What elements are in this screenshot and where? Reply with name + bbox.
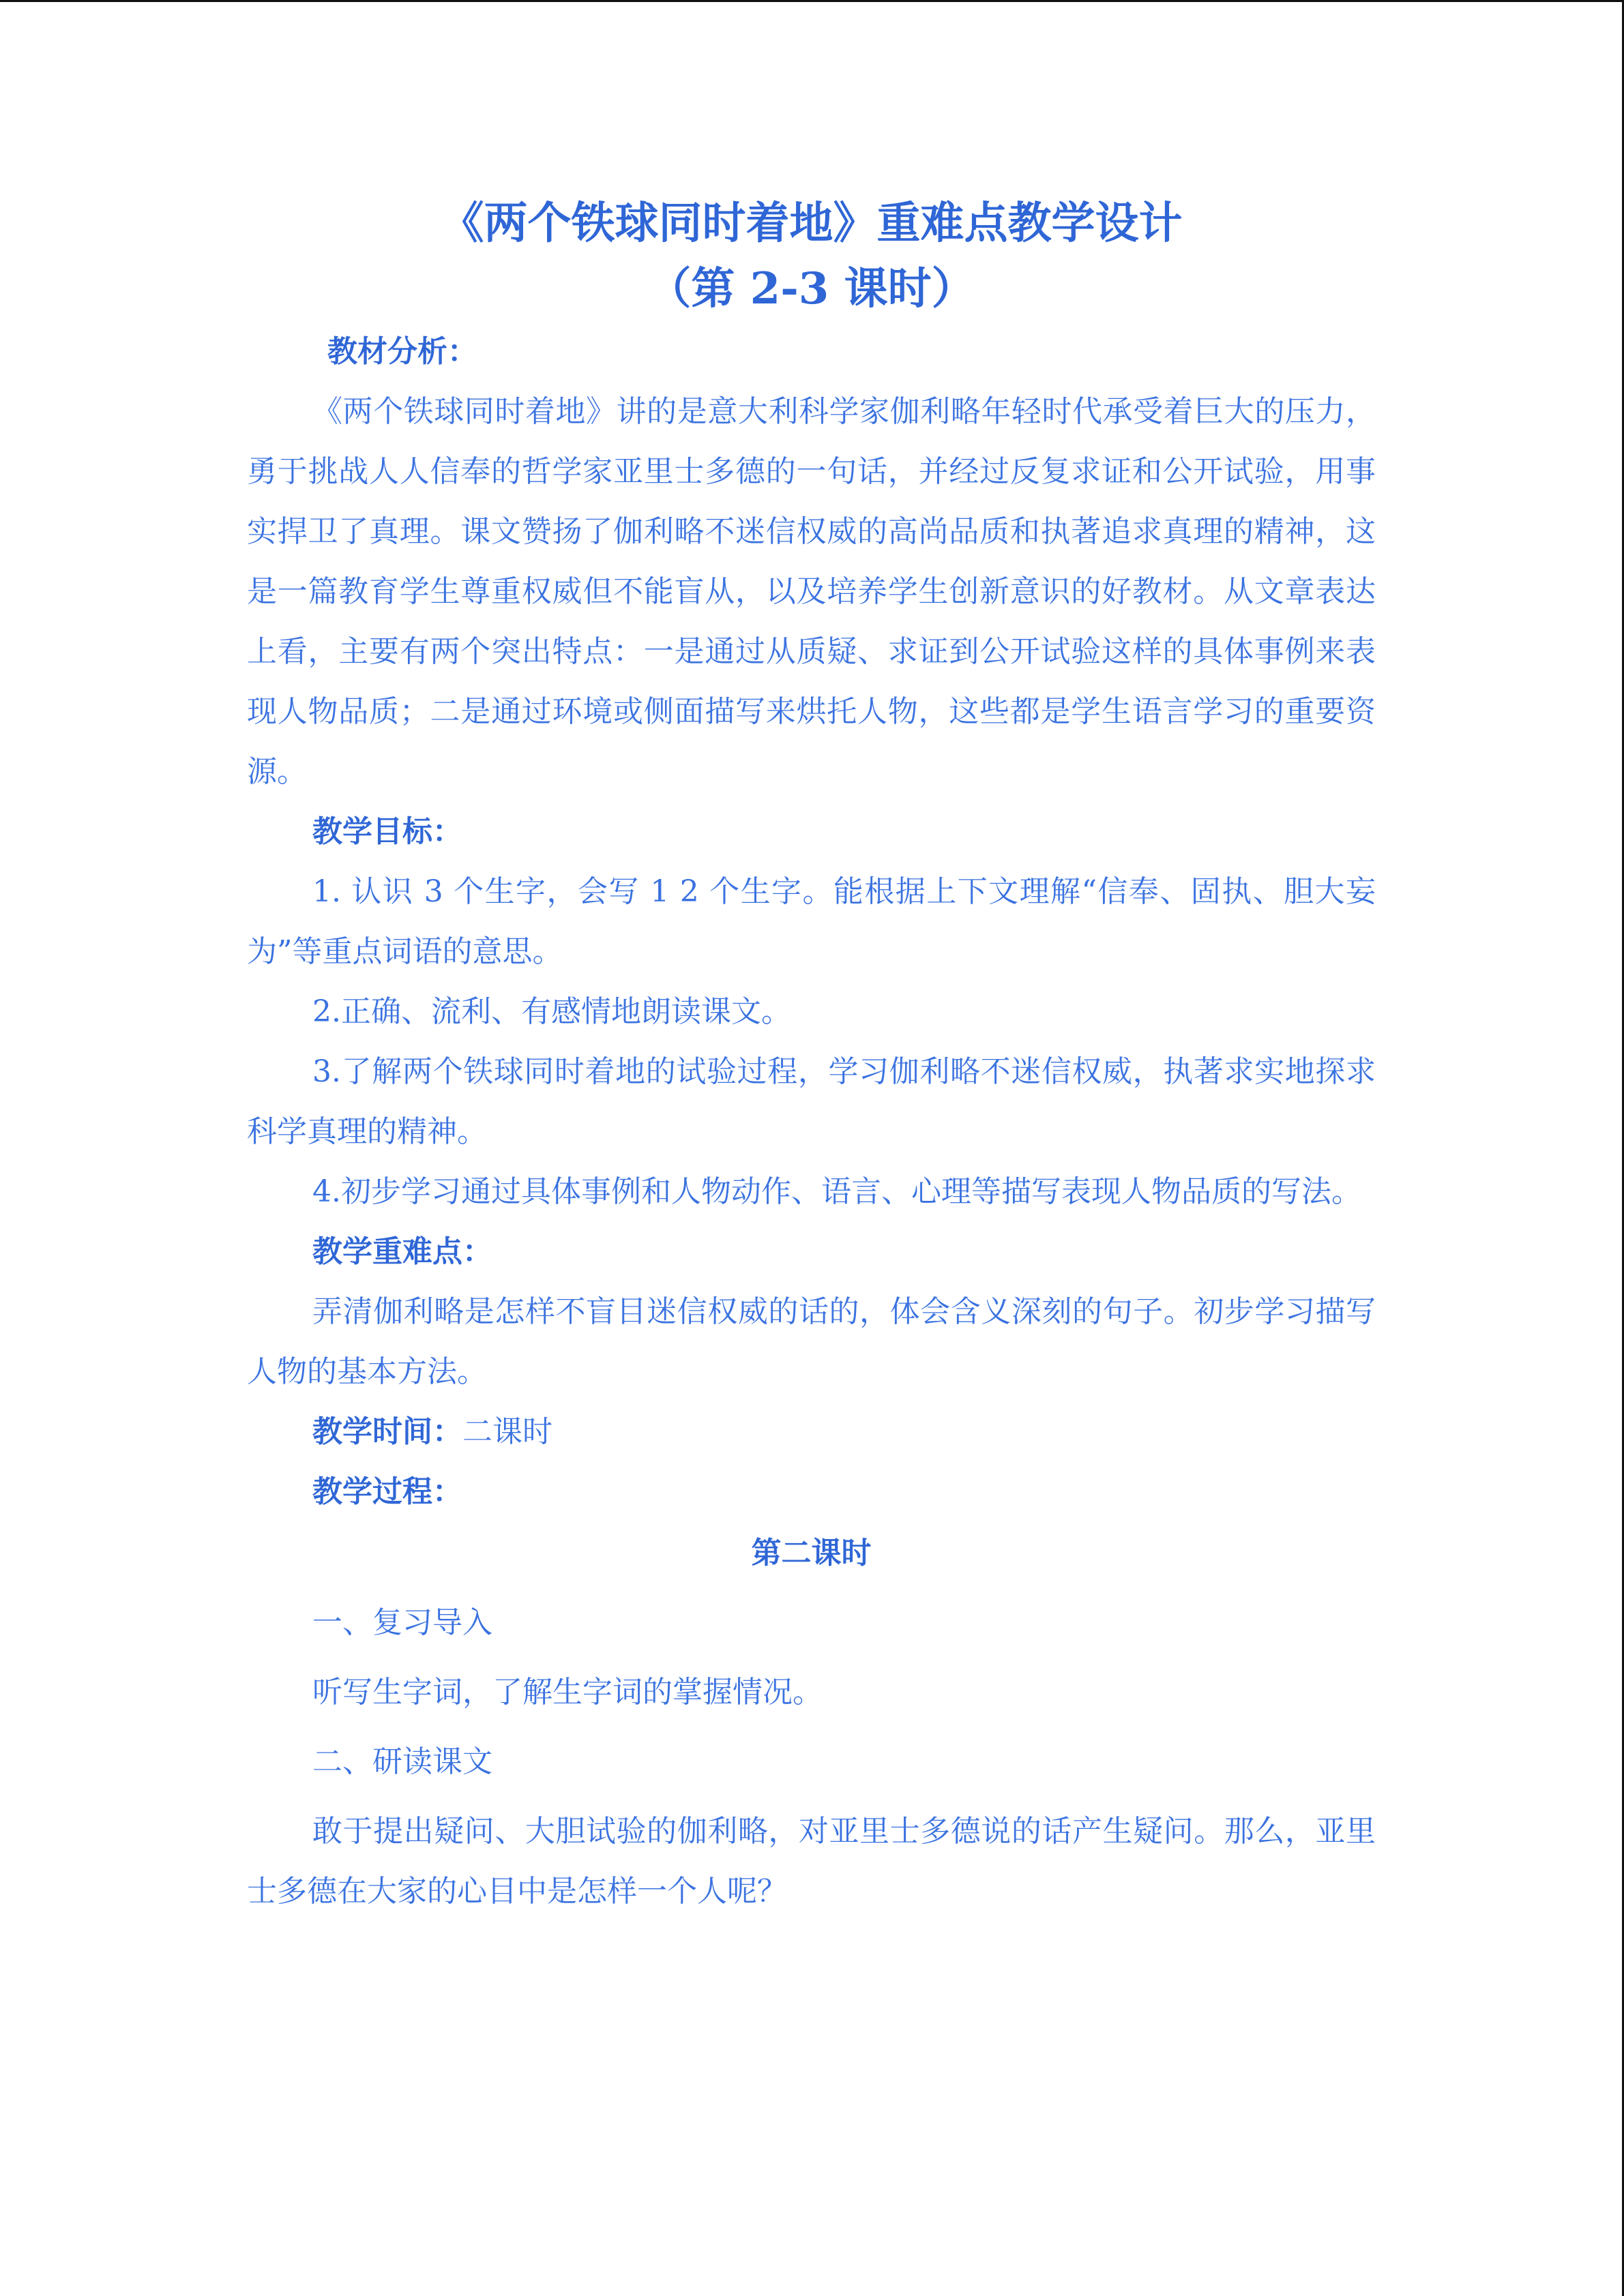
key-points-heading: 教学重难点： (312, 1234, 492, 1269)
process-heading: 教学过程： (312, 1474, 462, 1509)
lesson-title: 第二课时 (751, 1536, 872, 1570)
goal-item-1: 1. 认识 3 个生字，会写 1 2 个生字。能根据上下文理解“信奉、固执、胆大妄为”等重点词语的意思。 (247, 874, 1376, 969)
document-title (247, 191, 1376, 322)
analysis-heading: 教材分析： (327, 334, 477, 369)
step-1-paragraph: 听写生字词，了解生字词的掌握情况。 (312, 1675, 823, 1710)
analysis-paragraph: 《两个铁球同时着地》讲的是意大利科学家伽利略年轻时代承受着巨大的压力，勇于挑战人人信奉的哲学家亚里士多德的一句话，并经过反复求证和公开试验，用事实捍卫了真理。课文赞扬了伽利略不迷信权威的高尚品质和执著追求真理的精神，这是一篇教育学生尊重权威但不能盲从，以及培养学生创新意识的好教材。从文章表达上看，主要有两个突出特点：一是通过从质疑、求证到公开试验这样的具体事例来表现人物品质；二是通过环境或侧面描写来烘托人物，这些都是学生语言学习的重要资源。 (247, 394, 1376, 789)
step-2-paragraph: 敢于提出疑问、大胆试验的伽利略，对亚里士多德说的话产生疑问。那么，亚里士多德在大家的心目中是怎样一个人呢？ (247, 1814, 1376, 1909)
goal-item-4: 4.初步学习通过具体事例和人物动作、语言、心理等描写表现人物品质的写法。 (312, 1174, 1361, 1209)
step-2-heading: 二、研读课文 (312, 1744, 492, 1779)
title-line-2: （第 2-3 课时） (647, 263, 975, 314)
title-line-1: 《两个铁球同时着地》重难点教学设计 (440, 198, 1183, 249)
key-points-paragraph: 弄清伽利略是怎样不盲目迷信权威的话的，体会含义深刻的句子。初步学习描写人物的基本方法。 (247, 1294, 1376, 1389)
goal-item-3: 3.了解两个铁球同时着地的试验过程，学习伽利略不迷信权威，执著求实地探求科学真理的精神。 (247, 1054, 1376, 1149)
goal-item-2: 2.正确、流利、有感情地朗读课文。 (312, 994, 791, 1029)
step-1-heading: 一、复习导入 (312, 1605, 492, 1640)
document-page (247, 191, 1376, 1922)
teaching-time-label: 教学时间： (312, 1414, 462, 1449)
goals-heading: 教学目标： (312, 814, 462, 849)
teaching-time (247, 1402, 1376, 1462)
page-border-top (0, 0, 1624, 2)
teaching-time-value: 二课时 (462, 1414, 552, 1449)
